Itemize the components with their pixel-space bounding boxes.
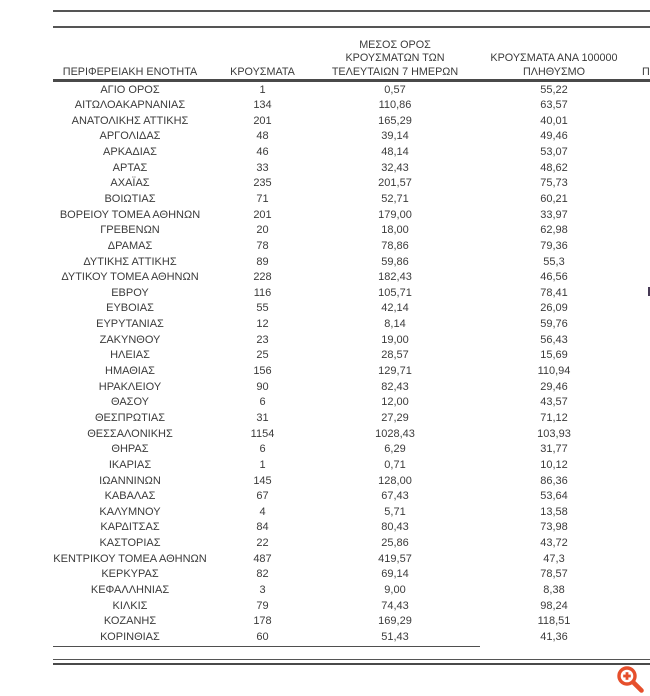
avg7day-cell: 0,71 [384,458,406,471]
table-row [45,192,650,208]
cases-cell: 235 [253,177,272,190]
cases-cell: 156 [253,365,272,378]
table-row [45,567,650,583]
cases-cell: 78 [256,239,269,252]
cases-cell: 178 [253,615,272,628]
per100k-cell: 98,24 [540,599,568,612]
clipped-column-cell [628,395,650,411]
per100k-cell: 40,01 [540,114,568,127]
region-cell: ΘΕΣΠΡΩΤΙΑΣ [94,411,166,424]
cases-cell: 1 [259,83,266,96]
cases-cell: 90 [256,380,269,393]
cases-cell: 48 [256,130,269,143]
region-cell: ΕΒΡΟΥ [111,286,149,299]
cases-cell: 145 [253,474,272,487]
avg7day-cell: 201,57 [378,177,412,190]
avg7day-cell: 165,29 [378,114,412,127]
cases-cell: 3 [259,584,266,596]
avg7day-cell: 0,57 [384,83,406,96]
region-cell: ΓΡΕΒΕΝΩΝ [100,224,160,237]
per100k-cell: 46,56 [540,271,568,284]
table-row [45,411,650,427]
table-row [45,83,650,99]
per100k-cell: 48,62 [540,161,568,174]
cases-cell: 22 [256,537,269,550]
region-cell: ΚΕΝΤΡΙΚΟΥ ΤΟΜΕΑ ΑΘΗΝΩΝ [53,552,207,565]
region-cell: ΚΑΡΔΙΤΣΑΣ [100,521,160,534]
per100k-cell: 15,69 [540,349,568,362]
cases-cell: 6 [259,396,266,409]
avg7day-cell: 179,00 [378,208,412,221]
clipped-column-cell [628,83,650,99]
clipped-column-cell [628,599,650,615]
clipped-column-cell [628,583,650,599]
table-row [45,552,650,568]
per100k-cell: 56,43 [540,333,568,346]
per100k-cell: 10,12 [540,458,568,471]
cases-cell: 6 [259,443,266,456]
clipped-column-cell [628,255,650,271]
per100k-cell: 63,57 [540,99,568,112]
table-row [45,98,650,114]
table-row [45,505,650,521]
per100k-cell: 86,36 [540,474,568,487]
column-header-7day-average-line1: ΜΕΣΟΣ ΟΡΟΣ [359,38,431,51]
per100k-cell: 78,57 [540,568,568,581]
region-cell: ΚΙΛΚΙΣ [112,599,148,612]
per100k-cell: 55,3 [543,255,565,268]
region-cell: ΔΥΤΙΚΗΣ ΑΤΤΙΚΗΣ [83,255,177,268]
table-row [45,161,650,177]
table-bottom-rule [53,646,480,648]
cases-cell: 134 [253,99,272,112]
table-row [45,223,650,239]
cases-cell: 201 [253,114,272,127]
region-cell: ΗΜΑΘΙΑΣ [105,365,155,378]
cases-cell: 23 [256,333,269,346]
table-row [45,255,650,271]
region-cell: ΘΗΡΑΣ [111,443,149,456]
clipped-column-cell [628,442,650,458]
table-row [45,427,650,443]
region-cell: ΙΩΑΝΝΙΝΩΝ [99,474,161,487]
region-cell: ΔΡΑΜΑΣ [107,239,153,252]
per100k-cell: 55,22 [540,83,568,96]
region-cell: ΗΡΑΚΛΕΙΟΥ [98,380,162,393]
clipped-column-cell [628,176,650,192]
region-cell: ΑΝΑΤΟΛΙΚΗΣ ΑΤΤΙΚΗΣ [71,114,189,127]
avg7day-cell: 128,00 [378,474,412,487]
clipped-column-cell [628,380,650,396]
cases-cell: 228 [253,271,272,284]
region-cell: ΙΚΑΡΙΑΣ [108,458,152,471]
cases-cell: 67 [256,490,269,503]
table-row [45,286,650,302]
clipped-column-cell [628,474,650,490]
region-cell: ΚΕΦΑΛΛΗΝΙΑΣ [90,584,170,596]
cases-cell: 79 [256,599,269,612]
per100k-cell: 103,93 [537,427,571,440]
per100k-cell: 43,72 [540,537,568,550]
column-header-per-100000-line1: ΚΡΟΥΣΜΑΤΑ ΑΝΑ 100000 [490,52,618,64]
table-row [45,145,650,161]
clipped-column-cell [628,333,650,349]
table-body [45,83,650,646]
table-row [45,458,650,474]
zoom-in-button[interactable] [615,664,646,695]
avg7day-cell: 48,14 [381,146,409,159]
region-cell: ΑΡΤΑΣ [112,161,148,174]
avg7day-cell: 8,14 [384,318,406,331]
column-header-per-100000 [480,52,628,79]
avg7day-cell: 19,00 [381,333,409,346]
region-cell: ΑΡΓΟΛΙΔΑΣ [99,130,161,143]
per100k-cell: 53,07 [540,146,568,159]
per100k-cell: 60,21 [540,192,568,205]
table-row [45,301,650,317]
per100k-cell: 73,98 [540,521,568,534]
per100k-cell: 13,58 [540,505,568,518]
clipped-column-cell [628,223,650,239]
table-row [45,270,650,286]
cases-cell: 55 [256,302,269,315]
cases-cell: 25 [256,349,269,362]
per100k-cell: 110,94 [537,365,571,378]
table-row [45,176,650,192]
table-row [45,583,650,599]
avg7day-cell: 39,14 [381,130,409,143]
per100k-cell: 41,36 [540,630,568,643]
region-cell: ΑΓΙΟ ΟΡΟΣ [100,83,160,96]
table-row [45,129,650,145]
avg7day-cell: 110,86 [378,99,412,112]
table-row [45,317,650,333]
clipped-column-cell [628,536,650,552]
clipped-column-cell [628,427,650,443]
cases-cell: 201 [253,208,272,221]
column-header-per-100000-line2: ΠΛΗΘΥΣΜΟ [522,65,586,78]
clipped-column-cell [628,301,650,317]
per100k-cell: 118,51 [537,615,571,628]
region-cell: ΚΑΒΑΛΑΣ [104,490,156,503]
avg7day-cell: 82,43 [381,380,409,393]
per100k-cell: 62,98 [540,224,568,237]
cases-cell: 71 [256,192,269,205]
avg7day-cell: 6,29 [384,443,406,456]
avg7day-cell: 78,86 [381,239,409,252]
region-cell: ΚΑΣΤΟΡΙΑΣ [99,537,161,550]
region-cell: ΚΟΡΙΝΘΙΑΣ [100,630,160,643]
per100k-cell: 8,38 [543,584,565,596]
clipped-column-header-fragment: Π [642,66,650,78]
region-cell: ΔΥΤΙΚΟΥ ΤΟΜΕΑ ΑΘΗΝΩΝ [61,271,199,284]
clipped-column-cell [628,114,650,130]
bottom-rule-1 [53,659,650,660]
region-cell: ΖΑΚΥΝΘΟΥ [99,333,161,346]
table-row [45,114,650,130]
region-cell: ΑΧΑΪΑΣ [110,177,150,190]
avg7day-cell: 80,43 [381,521,409,534]
clipped-column-cell [628,270,650,286]
clipped-column-cell [628,614,650,630]
avg7day-cell: 67,43 [381,490,409,503]
bottom-rule-2 [53,663,650,666]
per100k-cell: 43,57 [540,396,568,409]
region-cell: ΒΟΡΕΙΟΥ ΤΟΜΕΑ ΑΘΗΝΩΝ [59,208,201,221]
region-cell: ΘΑΣΟΥ [110,396,150,409]
region-cell: ΑΡΚΑΔΙΑΣ [103,146,157,159]
clipped-column-cell [628,520,650,536]
cases-cell: 12 [256,318,269,331]
clipped-column-cell [628,161,650,177]
avg7day-cell: 69,14 [381,568,409,581]
per100k-cell: 26,09 [540,302,568,315]
cases-cell: 82 [256,568,269,581]
clipped-column-cell [628,505,650,521]
clipped-column-cell [628,129,650,145]
avg7day-cell: 18,00 [381,224,409,237]
clipped-column-cell [628,489,650,505]
avg7day-cell: 9,00 [384,584,406,596]
table-row [45,348,650,364]
avg7day-cell: 419,57 [378,552,412,565]
avg7day-cell: 52,71 [381,192,409,205]
cases-cell: 89 [256,255,269,268]
avg7day-cell: 105,71 [378,286,412,299]
avg7day-cell: 25,86 [381,537,409,550]
clipped-column-cell [628,317,650,333]
avg7day-cell: 59,86 [381,255,409,268]
region-cell: ΚΕΡΚΥΡΑΣ [101,568,159,581]
clipped-column-cell [628,348,650,364]
avg7day-cell: 5,71 [384,505,406,518]
zoom-in-icon [615,664,646,695]
per100k-cell: 49,46 [540,130,568,143]
top-rule-2 [53,26,650,28]
region-cell: ΕΥΡΥΤΑΝΙΑΣ [96,318,164,331]
clipped-column-cell [628,145,650,161]
table-row [45,630,650,646]
region-cell: ΘΕΣΣΑΛΟΝΙΚΗΣ [87,427,173,440]
region-cell: ΗΛΕΙΑΣ [110,349,150,362]
cases-cell: 31 [256,411,269,424]
table-row [45,380,650,396]
per100k-cell: 71,12 [540,411,568,424]
region-cell: ΚΟΖΑΝΗΣ [103,615,157,628]
clipped-column-cell [628,630,650,646]
clipped-column-cell [628,411,650,427]
avg7day-cell: 169,29 [378,615,412,628]
per100k-cell: 79,36 [540,239,568,252]
per100k-cell: 29,46 [540,380,568,393]
column-header-7day-average-line2: ΚΡΟΥΣΜΑΤΩΝ ΤΩΝ [345,52,445,64]
cases-cell: 60 [256,630,269,643]
clipped-column-cell [628,552,650,568]
clipped-column-cell [628,364,650,380]
table-row [45,333,650,349]
cases-cell: 1154 [250,427,275,440]
avg7day-cell: 74,43 [381,599,409,612]
avg7day-cell: 28,57 [381,349,409,362]
avg7day-cell: 27,29 [381,411,409,424]
region-cell: ΕΥΒΟΙΑΣ [106,302,154,315]
table-row [45,599,650,615]
avg7day-cell: 32,43 [381,161,409,174]
avg7day-cell: 129,71 [378,365,412,378]
column-header-7day-average [310,39,480,80]
region-cell: ΒΟΙΩΤΙΑΣ [104,192,156,205]
cases-cell: 84 [256,521,269,534]
per100k-cell: 47,3 [543,552,565,565]
region-cell: ΚΑΛΥΜΝΟΥ [99,505,161,518]
cases-cell: 46 [256,146,269,159]
column-header-7day-average-line3: ΤΕΛΕΥΤΑΙΩΝ 7 ΗΜΕΡΩΝ [331,65,459,78]
regional-cases-table [45,83,650,646]
cases-cell: 20 [256,224,269,237]
table-row [45,208,650,224]
table-row [45,364,650,380]
per100k-cell: 75,73 [540,177,568,190]
table-row [45,489,650,505]
clipped-column-cell [628,192,650,208]
cases-cell: 487 [253,552,272,565]
avg7day-cell: 12,00 [381,396,409,409]
table-row [45,614,650,630]
column-header-cases: ΚΡΟΥΣΜΑΤΑ [230,65,295,78]
table-row [45,395,650,411]
per100k-cell: 78,41 [540,286,568,299]
region-cell: ΑΙΤΩΛΟΑΚΑΡΝΑΝΙΑΣ [74,99,186,112]
cases-cell: 1 [259,458,266,471]
top-rule-1 [53,10,650,12]
clipped-column-cell [628,458,650,474]
cases-cell: 4 [259,505,266,518]
per100k-cell: 31,77 [540,443,568,456]
table-row [45,442,650,458]
column-header-region: ΠΕΡΙΦΕΡΕΙΑΚΗ ΕΝΟΤΗΤΑ [62,65,198,78]
avg7day-cell: 182,43 [378,271,412,284]
table-row [45,520,650,536]
avg7day-cell: 42,14 [381,302,409,315]
table-row [45,474,650,490]
avg7day-cell: 51,43 [381,630,409,643]
clipped-column-cell [628,98,650,114]
table-row [45,536,650,552]
cases-cell: 33 [256,161,269,174]
table-row [45,239,650,255]
per100k-cell: 53,64 [540,490,568,503]
per100k-cell: 33,97 [540,208,568,221]
avg7day-cell: 1028,43 [375,427,415,440]
clipped-column-cell [628,208,650,224]
per100k-cell: 59,76 [540,318,568,331]
cases-cell: 116 [253,286,272,299]
clipped-column-cell [628,567,650,583]
clipped-column-cell [628,239,650,255]
